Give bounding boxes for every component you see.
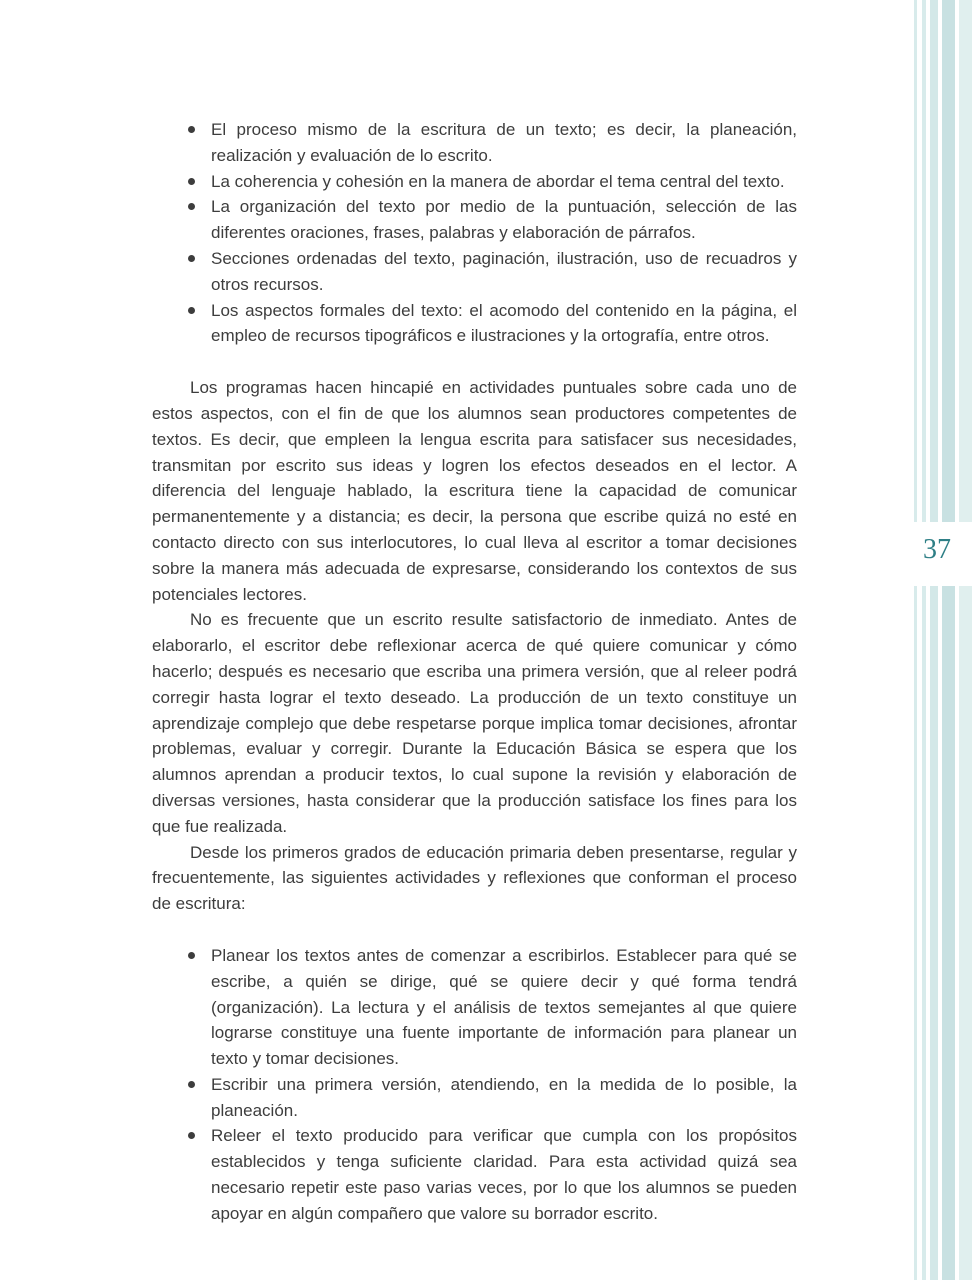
list-item	[152, 298, 797, 350]
text-column	[152, 117, 797, 1227]
body-paragraph: No es frecuente que un escrito resulte satisfactorio de inmediato. Antes de elaborarlo, el escritor debe reflexionar acerca de qué quiere comunicar y cómo hacerlo; después es necesario que escriba una primera versión, que al releer podrá corregir hasta lograr el texto deseado. La producción de un texto constituye un aprendizaje complejo que debe respetarse porque implica tomar decisiones, afrontar problemas, evaluar y corregir. Durante la Educación Básica se espera que los alumnos aprendan a producir textos, lo cual supone la revisión y elaboración de diversas versiones, hasta considerar que la producción satisface los fines para los que fue realizada.	[152, 610, 797, 836]
list-item	[152, 117, 797, 169]
list-item	[152, 246, 797, 298]
list-item-text: La organización del texto por medio de la puntuación, selección de las diferentes oraciones, frases, palabras y elaboración de párrafos.	[211, 197, 797, 243]
bullet-icon	[188, 952, 195, 959]
list-item	[152, 194, 797, 246]
body-paragraph: Desde los primeros grados de educación primaria deben presentarse, regular y frecuentemente, las siguientes actividades y reflexiones que conforman el proceso de escritura:	[152, 842, 797, 914]
list-item-text: Planear los textos antes de comenzar a escribirlos. Establecer para qué se escribe, a quién se dirige, qué se quiere decir y qué forma tendrá (organización). La lectura y el análisis de textos semejantes al que quiere lograrse constituye una fuente importante de información para planear un texto y tomar decisiones.	[211, 945, 797, 1069]
stripe	[914, 0, 917, 1280]
stripe	[930, 0, 938, 1280]
activities-bullet-list	[152, 943, 797, 1227]
list-item	[152, 1072, 797, 1124]
list-item-text: Escribir una primera versión, atendiendo, en la medida de lo posible, la planeación.	[211, 1074, 797, 1120]
bullet-icon	[188, 1132, 195, 1139]
list-item-text: La coherencia y cohesión en la manera de abordar el tema central del texto.	[211, 171, 785, 191]
bullet-icon	[188, 1081, 195, 1088]
list-item-text: Releer el texto producido para verificar que cumpla con los propósitos establecidos y tenga suficiente claridad. Para esta actividad quizá sea necesario repetir este paso varias veces, por lo que los alumnos se pueden apoyar en algún compañero que valore su borrador escrito.	[211, 1126, 797, 1223]
bullet-icon	[188, 255, 195, 262]
stripe	[959, 0, 972, 1280]
list-item-text: El proceso mismo de la escritura de un texto; es decir, la planeación, realización y evaluación de lo escrito.	[211, 120, 797, 165]
list-item	[152, 1123, 797, 1226]
topics-bullet-list	[152, 117, 797, 349]
stripe	[942, 0, 955, 1280]
bullet-icon	[188, 203, 195, 210]
stripe	[922, 0, 926, 1280]
list-item-text: Los aspectos formales del texto: el acomodo del contenido en la página, el empleo de recursos tipográficos e ilustraciones y la ortografía, entre otros.	[211, 300, 797, 346]
body-paragraph: Los programas hacen hincapié en actividades puntuales sobre cada uno de estos aspectos, con el fin de que los alumnos sean productores competentes de textos. Es decir, que empleen la lengua escrita para satisfacer sus necesidades, transmitan por escrito sus ideas y logren los efectos deseados en el lector. A diferencia del lenguaje hablado, la escritura tiene la capacidad de comunicar permanentemente y a distancia; es decir, la persona que escribe quizá no esté en contacto directo con sus interlocutores, lo cual lleva al escritor a tomar decisiones sobre la manera más adecuada de expresarse, considerando los contextos de sus potenciales lectores.	[152, 378, 797, 604]
list-item-text: Secciones ordenadas del texto, paginación, ilustración, uso de recuadros y otros recursos.	[211, 248, 797, 294]
list-item	[152, 943, 797, 1072]
bullet-icon	[188, 307, 195, 314]
page-number: 37	[923, 534, 951, 565]
bullet-icon	[188, 178, 195, 185]
bullet-icon	[188, 126, 195, 133]
list-item	[152, 169, 797, 195]
